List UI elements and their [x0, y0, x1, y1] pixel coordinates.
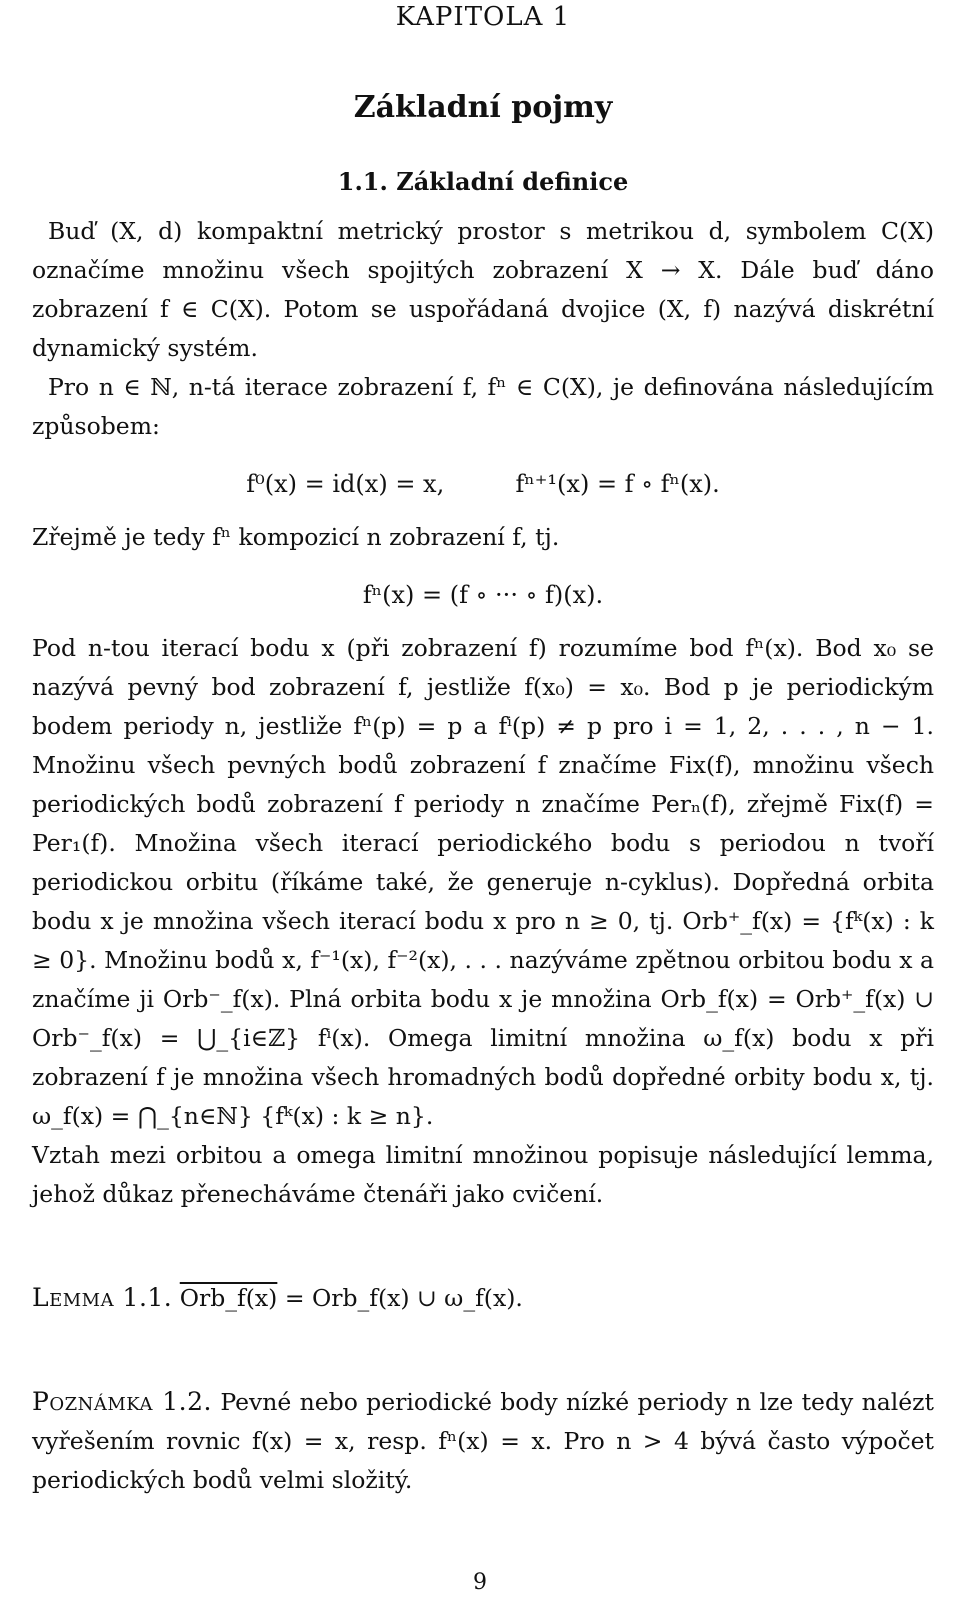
- paragraph-iteration: Pro n ∈ ℕ, n-tá iterace zobrazení f, fⁿ ∈ C(X), je definována následujícím způsobem:: [32, 373, 934, 440]
- remark-text: Pevné nebo periodické body nízké periody n lze tedy nalézt vyřešením rovnic f(x) = x, resp. fⁿ(x) = x. Pro n > 4 bývá často výpočet periodických bodů velmi složitý.: [32, 1388, 934, 1494]
- page-number: 9: [473, 1570, 487, 1595]
- lemma-closure: Orb_f(x): [179, 1284, 278, 1312]
- equation-base-case: f⁰(x) = id(x) = x,: [246, 470, 445, 498]
- equation-composition: fⁿ(x) = (f ∘ ··· ∘ f)(x).: [362, 581, 604, 609]
- remark-statement: [32, 1382, 934, 1500]
- remark-label: Poznámka 1.2.: [32, 1387, 212, 1416]
- paragraph-composition: Zřejmě je tedy fⁿ kompozicí n zobrazení f, tj.: [32, 523, 560, 551]
- chapter-title: Základní pojmy: [353, 90, 613, 125]
- paragraph-orbits: Pod n-tou iterací bodu x (při zobrazení f) rozumíme bod fⁿ(x). Bod x₀ se nazývá pevný bod zobrazení f, jestliže f(x₀) = x₀. Bod p je periodickým bodem periody n, jestliže fⁿ(p) = p a fⁱ(p) ≠ p pro i = 1, 2, . . . , n − 1. Množinu všech pevných bodů zobrazení f značíme Fix(f), množinu všech periodických bodů zobrazení f periody n značíme Perₙ(f), zřejmě Fix(f) = Per₁(f). Množina všech iterací periodického bodu s periodou n tvoří periodickou orbitu (říkáme také, že generuje n-cyklus). Dopředná orbita bodu x je množina všech iterací bodu x pro n ≥ 0, tj. Orb⁺_f(x) = {fᵏ(x) : k ≥ 0}. Množinu bodů x, f⁻¹(x), f⁻²(x), . . . nazýváme zpětnou orbitou bodu x a značíme ji Orb⁻_f(x). Plná orbita bodu x je množina Orb_f(x) = Orb⁺_f(x) ∪ Orb⁻_f(x) = ⋃_{i∈ℤ} fⁱ(x). Omega limitní množina ω_f(x) bodu x při zobrazení f je množina všech hromadných bodů dopředné orbity bodu x, tj. ω_f(x) = ⋂_{n∈ℕ} {fᵏ(x) : k ≥ n}.: [32, 634, 934, 1130]
- lemma-label: Lemma 1.1.: [32, 1283, 173, 1312]
- chapter-heading: KAPITOLA 1: [395, 2, 571, 32]
- paragraph-definition: Buď (X, d) kompaktní metrický prostor s metrikou d, symbolem C(X) označíme množinu všech spojitých zobrazení X → X. Dále buď dáno zobrazení f ∈ C(X). Potom se uspořádaná dvojice (X, f) nazývá diskrétní dynamický systém.: [32, 217, 934, 362]
- lemma-statement: [32, 1278, 934, 1318]
- equation-iteration-definition: [32, 464, 934, 504]
- lemma-formula: = Orb_f(x) ∪ ω_f(x).: [277, 1284, 523, 1312]
- equation-recursive-case: fⁿ⁺¹(x) = f ∘ fⁿ(x).: [515, 470, 720, 498]
- paragraph-lemma-intro: Vztah mezi orbitou a omega limitní množinou popisuje následující lemma, jehož důkaz přenecháváme čtenáři jako cvičení.: [32, 1141, 934, 1208]
- section-heading: 1.1. Základní definice: [337, 167, 629, 196]
